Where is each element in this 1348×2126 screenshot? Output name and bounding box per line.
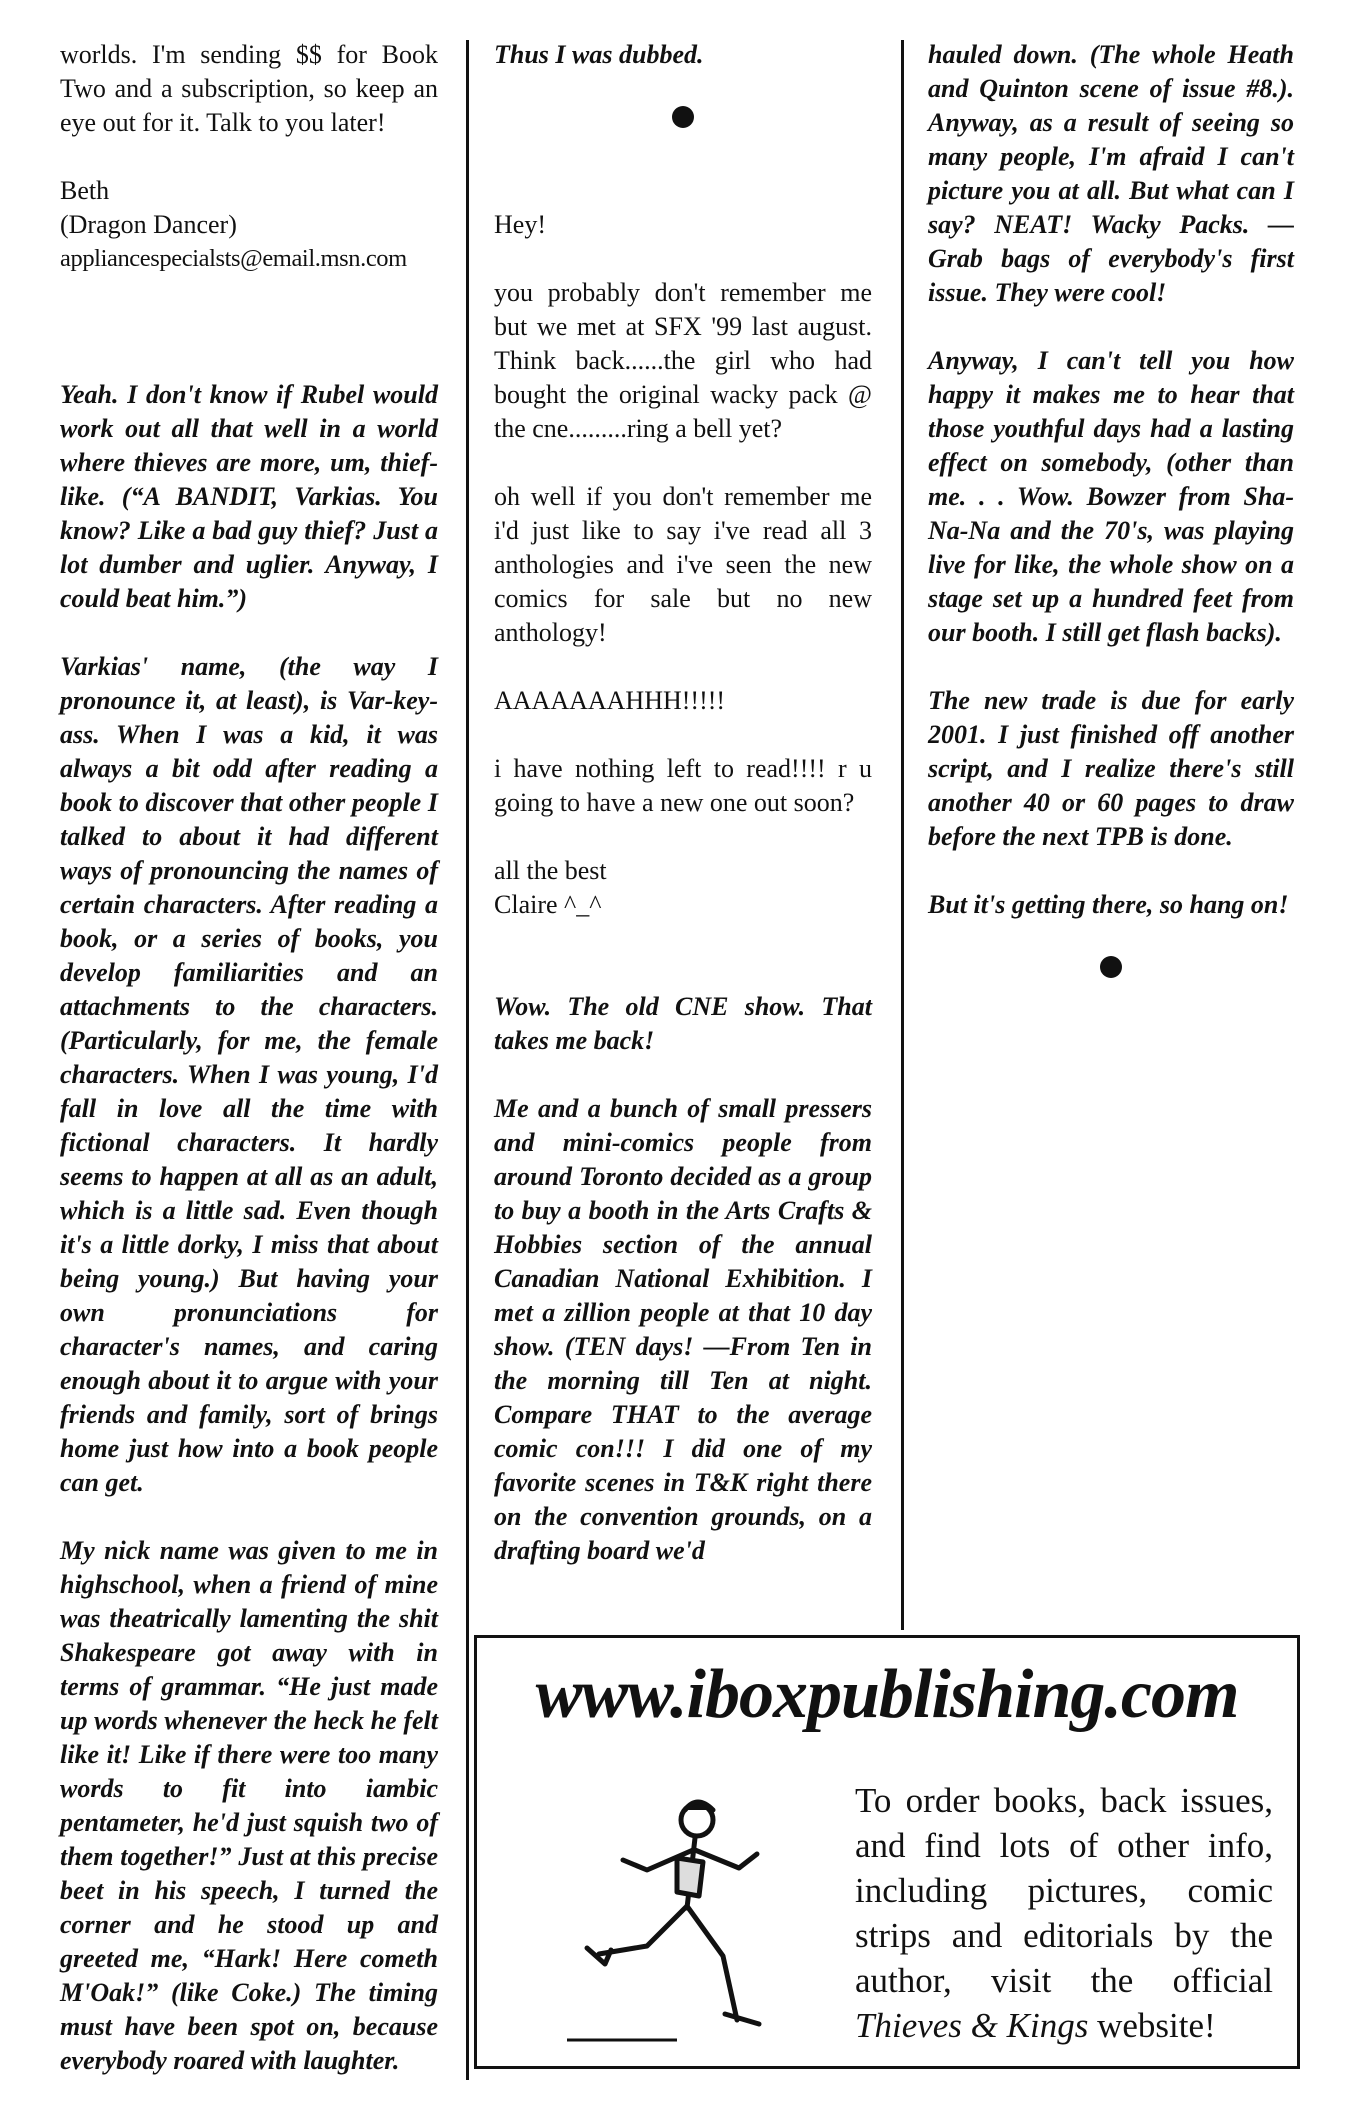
letter-paragraph: AAAAAAAHHH!!!!! — [494, 686, 726, 715]
ad-body: To order books, back issues, and find lots of other info, including pictures, comic strips and editorials by the author, visit the official — [855, 1781, 1273, 2000]
letter-signature — [60, 174, 438, 276]
letter-greeting: Hey! — [494, 210, 546, 239]
book-title: Thieves & Kings — [855, 2006, 1089, 2045]
signature-alias: (Dragon Dancer) — [60, 210, 237, 239]
reply-paragraph: hauled down. (The whole Heath and Quinton scene of issue #8.). Anyway, as a result of seeing so many people, I'm afraid I can't picture you at all. But what can I say? NEAT! Wacky Packs. — Grab bags of everybody's first issue. They were cool! — [928, 40, 1294, 307]
section-separator-dot — [672, 106, 694, 128]
letter-closing: all the best — [494, 856, 607, 885]
signature-email[interactable]: appliancespecialsts@email.msn.com — [60, 245, 407, 272]
column-2 — [494, 38, 872, 1602]
ad-suffix: website! — [1088, 2006, 1216, 2045]
letter-paragraph: oh well if you don't remember me i'd just like to say i've read all 3 anthologies and i've seen the new comics for sale but no new anthology! — [494, 482, 872, 647]
advertisement-text — [855, 1778, 1273, 2048]
letter-paragraph: i have nothing left to read!!!! r u going to have a new one out soon? — [494, 754, 872, 817]
reply-paragraph: But it's getting there, so hang on! — [928, 890, 1289, 919]
letter-signature: Claire ^_^ — [494, 890, 602, 919]
column-1 — [60, 38, 438, 2112]
running-figure-illustration — [527, 1788, 847, 2048]
website-url[interactable]: www.iboxpublishing.com — [535, 1656, 1239, 1733]
reply-paragraph: Varkias' name, (the way I pronounce it, at least), is Var-key-ass. When I was a kid, it was always a bit odd after reading a book to discover that other people I talked to about it had different ways of pronouncing the names of certain characters. After reading a book, or a series of books, you develop familiarities and an attachments to the characters. (Particularly, for me, the female characters. When I was young, I'd fall in love all the time with fictional characters. It hardly seems to happen at all as an adult, which is a little sad. Even though it's a little dorky, I miss that about being young.) But having your own pronunciations for character's names, and caring enough about it to argue with your friends and family, sort of brings home just how into a book people can get. — [60, 652, 438, 1497]
reply-paragraph: The new trade is due for early 2001. I just finished off another script, and I realize there's still another 40 or 60 pages to draw before the next TPB is done. — [928, 686, 1294, 851]
signature-name: Beth — [60, 176, 110, 205]
reply-paragraph: Thus I was dubbed. — [494, 40, 704, 69]
column-divider-right — [901, 40, 904, 1630]
reply-paragraph: Wow. The old CNE show. That takes me back! — [494, 992, 872, 1055]
advertisement-box — [474, 1635, 1300, 2069]
reply-paragraph: My nick name was given to me in highschool, when a friend of mine was theatrically lamenting the shit Shakespeare got away with in terms of grammar. “He just made up words whenever the heck he felt like it! Like if there were too many words to fit into iambic pentameter, he'd just squish two of them together!” Just at this precise beet in his speech, I turned the corner and he stood up and greeted me, “Hark! Here cometh M'Oak!” (like Coke.) The timing must have been spot on, because everybody roared with laughter. — [60, 1536, 438, 2075]
reply-paragraph: Anyway, I can't tell you how happy it makes me to hear that those youthful days had a lasting effect on somebody, (other than me. . . Wow. Bowzer from Sha-Na-Na and the 70's, was playing live for like, the whole show on a stage set up a hundred feet from our booth. I still get flash backs). — [928, 346, 1294, 647]
reply-paragraph: Me and a bunch of small pressers and mini-comics people from around Toronto decided as a group to buy a booth in the Arts Crafts & Hobbies section of the annual Canadian National Exhibition. I met a zillion people at that 10 day show. (TEN days! —From Ten in the morning till Ten at night. Compare THAT to the average comic con!!! I did one of my favorite scenes in T&K right there on the convention grounds, on a drafting board we'd — [494, 1094, 872, 1565]
column-3 — [928, 38, 1294, 978]
section-separator-dot — [1100, 956, 1122, 978]
letter-paragraph: you probably don't remember me but we met at SFX '99 last august. Think back......the girl who had bought the original wacky pack @ the cne.........ring a bell yet? — [494, 278, 872, 443]
column-divider-left — [466, 40, 469, 2080]
letter-paragraph: worlds. I'm sending $$ for Book Two and a subscription, so keep an eye out for it. Talk to you later! — [60, 40, 438, 137]
reply-paragraph: Yeah. I don't know if Rubel would work out all that well in a world where thieves are more, um, thief-like. (“A BANDIT, Varkias. You know? Like a bad guy thief? Just a lot dumber and uglier. Anyway, I could beat him.”) — [60, 380, 438, 613]
